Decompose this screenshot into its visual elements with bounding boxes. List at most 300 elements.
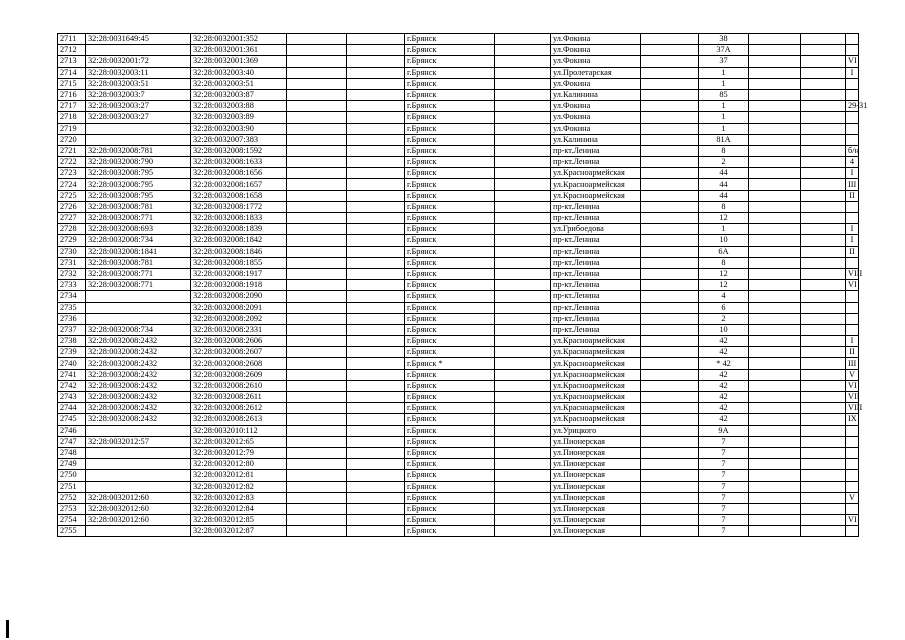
city: г.Брянск [405,302,495,313]
parent-cadastral-number: 32:28:0032003:51 [86,78,191,89]
empty-cell [801,481,846,492]
empty-cell [749,235,801,246]
empty-cell [801,291,846,302]
empty-cell [287,157,347,168]
street: пр-кт.Ленина [551,246,641,257]
parent-cadastral-number: 32:28:0032001:72 [86,56,191,67]
empty-cell [801,403,846,414]
empty-cell [801,436,846,447]
empty-cell [801,112,846,123]
empty-cell [287,257,347,268]
street: ул.Пионерская [551,515,641,526]
city: г.Брянск [405,280,495,291]
empty-cell [749,213,801,224]
empty-cell [641,358,699,369]
cadastral-number: 32:28:0032003:90 [191,123,287,134]
row-number: 2734 [58,291,86,302]
table-row [58,526,859,537]
empty-cell [347,403,405,414]
row-number: 2714 [58,67,86,78]
table-row [58,67,859,78]
empty-cell [641,492,699,503]
cadastral-number: 32:28:0032012:83 [191,492,287,503]
empty-cell [641,403,699,414]
empty-cell [347,392,405,403]
city: г.Брянск [405,481,495,492]
empty-cell [347,280,405,291]
empty-cell [801,201,846,212]
empty-cell [801,213,846,224]
premises-number: VI [846,380,859,391]
empty-cell [641,224,699,235]
empty-cell [801,503,846,514]
house-number: 7 [699,436,749,447]
empty-cell [641,112,699,123]
empty-cell [641,67,699,78]
house-number: 7 [699,515,749,526]
street: ул.Красноармейская [551,347,641,358]
parent-cadastral-number: 32:28:0032008:2432 [86,336,191,347]
empty-cell [347,358,405,369]
empty-cell [749,45,801,56]
cadastral-number: 32:28:0032008:2606 [191,336,287,347]
row-number: 2732 [58,268,86,279]
empty-cell [287,447,347,458]
house-number: 7 [699,492,749,503]
empty-cell [287,235,347,246]
empty-cell [749,157,801,168]
premises-number [846,302,859,313]
parent-cadastral-number: 32:28:0032008:2432 [86,358,191,369]
table-row [58,369,859,380]
table-row [58,324,859,335]
empty-cell [495,369,551,380]
street: пр-кт.Ленина [551,268,641,279]
city: г.Брянск [405,526,495,537]
empty-cell [347,235,405,246]
house-number: 42 [699,392,749,403]
table-row [58,179,859,190]
empty-cell [347,157,405,168]
empty-cell [749,369,801,380]
empty-cell [801,515,846,526]
parent-cadastral-number [86,470,191,481]
empty-cell [495,56,551,67]
city: г.Брянск [405,447,495,458]
empty-cell [347,101,405,112]
cadastral-number: 32:28:0032008:2613 [191,414,287,425]
city: г.Брянск [405,34,495,45]
empty-cell [495,190,551,201]
row-number: 2724 [58,179,86,190]
street: ул.Красноармейская [551,358,641,369]
empty-cell [749,470,801,481]
house-number: 2 [699,157,749,168]
premises-number [846,470,859,481]
cadastral-number: 32:28:0032003:40 [191,67,287,78]
empty-cell [801,380,846,391]
row-number: 2740 [58,358,86,369]
empty-cell [347,89,405,100]
street: пр-кт.Ленина [551,280,641,291]
empty-cell [641,369,699,380]
empty-cell [495,179,551,190]
empty-cell [641,179,699,190]
scan-margin-mark [6,620,9,638]
parent-cadastral-number [86,134,191,145]
cadastral-number: 32:28:0032008:1918 [191,280,287,291]
city: г.Брянск [405,436,495,447]
empty-cell [347,324,405,335]
street: ул.Красноармейская [551,403,641,414]
row-number: 2750 [58,470,86,481]
street: ул.Пионерская [551,492,641,503]
house-number: 38 [699,34,749,45]
city: г.Брянск [405,145,495,156]
empty-cell [495,235,551,246]
city: г.Брянск [405,291,495,302]
empty-cell [347,380,405,391]
premises-number [846,526,859,537]
table-row [58,481,859,492]
street: ул.Пионерская [551,436,641,447]
empty-cell [641,56,699,67]
cadastral-number: 32:28:0032003:89 [191,112,287,123]
row-number: 2744 [58,403,86,414]
table-row [58,459,859,470]
premises-number: V [846,369,859,380]
premises-number [846,313,859,324]
cadastral-number: 32:28:0032008:1633 [191,157,287,168]
house-number: 81А [699,134,749,145]
parent-cadastral-number: 32:28:0032008:781 [86,145,191,156]
table-row [58,34,859,45]
parent-cadastral-number: 32:28:0032008:781 [86,201,191,212]
house-number: 7 [699,470,749,481]
empty-cell [641,89,699,100]
row-number: 2752 [58,492,86,503]
parent-cadastral-number: 32:28:0032012:60 [86,515,191,526]
parent-cadastral-number: 32:28:0032008:781 [86,257,191,268]
cadastral-number: 32:28:0032001:369 [191,56,287,67]
empty-cell [801,257,846,268]
street: пр-кт.Ленина [551,235,641,246]
table-row [58,235,859,246]
empty-cell [641,436,699,447]
premises-number [846,425,859,436]
table-row [58,492,859,503]
house-number: 2 [699,313,749,324]
empty-cell [749,168,801,179]
city: г.Брянск [405,459,495,470]
cadastral-number: 32:28:0032001:361 [191,45,287,56]
house-number: 1 [699,101,749,112]
table-row [58,470,859,481]
empty-cell [495,168,551,179]
premises-number [846,201,859,212]
row-number: 2746 [58,425,86,436]
row-number: 2730 [58,246,86,257]
city: г.Брянск [405,470,495,481]
empty-cell [801,313,846,324]
row-number: 2749 [58,459,86,470]
row-number: 2727 [58,213,86,224]
empty-cell [641,145,699,156]
empty-cell [495,246,551,257]
row-number: 2723 [58,168,86,179]
empty-cell [287,425,347,436]
empty-cell [641,45,699,56]
empty-cell [495,324,551,335]
empty-cell [801,470,846,481]
premises-number [846,324,859,335]
empty-cell [495,347,551,358]
street: ул.Красноармейская [551,336,641,347]
row-number: 2712 [58,45,86,56]
street: ул.Красноармейская [551,380,641,391]
cadastral-number: 32:28:0032008:2610 [191,380,287,391]
empty-cell [495,157,551,168]
house-number: 1 [699,112,749,123]
empty-cell [287,45,347,56]
street: пр-кт.Ленина [551,324,641,335]
house-number: 1 [699,224,749,235]
street: ул.Пионерская [551,447,641,458]
empty-cell [641,246,699,257]
parent-cadastral-number: 32:28:0031649:45 [86,34,191,45]
empty-cell [347,134,405,145]
empty-cell [749,257,801,268]
empty-cell [347,336,405,347]
cadastral-number: 32:28:0032012:65 [191,436,287,447]
street: ул.Грибоедова [551,224,641,235]
table-row [58,145,859,156]
row-number: 2720 [58,134,86,145]
table-row [58,414,859,425]
premises-number [846,78,859,89]
empty-cell [495,67,551,78]
parent-cadastral-number: 32:28:0032008:734 [86,235,191,246]
row-number: 2741 [58,369,86,380]
parent-cadastral-number: 32:28:0032008:771 [86,280,191,291]
cadastral-number: 32:28:0032008:2611 [191,392,287,403]
empty-cell [749,503,801,514]
cadastral-number: 32:28:0032012:80 [191,459,287,470]
premises-number: I [846,224,859,235]
empty-cell [347,313,405,324]
parent-cadastral-number: 32:28:0032008:790 [86,157,191,168]
empty-cell [287,403,347,414]
empty-cell [347,447,405,458]
street: ул.Красноармейская [551,369,641,380]
empty-cell [347,179,405,190]
empty-cell [801,246,846,257]
city: г.Брянск [405,414,495,425]
empty-cell [287,224,347,235]
street: ул.Красноармейская [551,179,641,190]
cadastral-number: 32:28:0032003:87 [191,89,287,100]
table-row [58,347,859,358]
premises-number [846,481,859,492]
city: г.Брянск [405,213,495,224]
premises-number [846,257,859,268]
house-number: 12 [699,268,749,279]
empty-cell [287,436,347,447]
premises-number: VI [846,56,859,67]
empty-cell [749,515,801,526]
row-number: 2728 [58,224,86,235]
parent-cadastral-number: 32:28:0032008:734 [86,324,191,335]
empty-cell [347,56,405,67]
parent-cadastral-number: 32:28:0032012:60 [86,503,191,514]
premises-number: I [846,168,859,179]
empty-cell [347,526,405,537]
cadastral-number: 32:28:0032008:1772 [191,201,287,212]
empty-cell [495,45,551,56]
table-row [58,336,859,347]
empty-cell [347,257,405,268]
table-row [58,78,859,89]
empty-cell [801,392,846,403]
table-body [58,34,868,537]
empty-cell [287,470,347,481]
city: г.Брянск [405,168,495,179]
empty-cell [495,89,551,100]
city: г.Брянск [405,78,495,89]
empty-cell [495,34,551,45]
empty-cell [749,392,801,403]
table-row [58,45,859,56]
table-row [58,89,859,100]
house-number: 42 [699,414,749,425]
empty-cell [749,291,801,302]
house-number: 7 [699,526,749,537]
empty-cell [801,190,846,201]
empty-cell [801,123,846,134]
table-row [58,157,859,168]
parent-cadastral-number [86,291,191,302]
house-number: 37 [699,56,749,67]
empty-cell [287,246,347,257]
row-number: 2731 [58,257,86,268]
city: г.Брянск [405,123,495,134]
empty-cell [495,380,551,391]
empty-cell [641,313,699,324]
empty-cell [641,470,699,481]
empty-cell [749,56,801,67]
empty-cell [287,179,347,190]
empty-cell [749,134,801,145]
cadastral-number: 32:28:0032012:84 [191,503,287,514]
empty-cell [801,235,846,246]
empty-cell [801,414,846,425]
table-row [58,190,859,201]
street: пр-кт.Ленина [551,313,641,324]
table-row [58,246,859,257]
empty-cell [641,101,699,112]
street: ул.Калинина [551,89,641,100]
empty-cell [495,123,551,134]
empty-cell [287,291,347,302]
table-row [58,302,859,313]
premises-number [846,291,859,302]
empty-cell [347,515,405,526]
empty-cell [287,302,347,313]
empty-cell [495,268,551,279]
empty-cell [641,392,699,403]
empty-cell [495,280,551,291]
table-row [58,291,859,302]
parent-cadastral-number [86,313,191,324]
empty-cell [287,459,347,470]
house-number: 10 [699,324,749,335]
empty-cell [749,358,801,369]
premises-number [846,503,859,514]
empty-cell [801,224,846,235]
empty-cell [749,268,801,279]
premises-number [846,436,859,447]
street: ул.Пионерская [551,503,641,514]
street: ул.Пионерская [551,526,641,537]
empty-cell [641,268,699,279]
empty-cell [801,89,846,100]
premises-number [846,89,859,100]
row-number: 2753 [58,503,86,514]
house-number: 44 [699,190,749,201]
parent-cadastral-number: 32:28:0032008:795 [86,168,191,179]
parent-cadastral-number: 32:28:0032012:57 [86,436,191,447]
street: ул.Красноармейская [551,168,641,179]
cadastral-number: 32:28:0032010:112 [191,425,287,436]
city: г.Брянск [405,201,495,212]
empty-cell [287,168,347,179]
parent-cadastral-number: 32:28:0032008:2432 [86,403,191,414]
empty-cell [749,224,801,235]
empty-cell [287,347,347,358]
street: ул.Фокина [551,34,641,45]
table-row [58,313,859,324]
parent-cadastral-number: 32:28:0032003:27 [86,112,191,123]
house-number: 8 [699,145,749,156]
city: г.Брянск [405,235,495,246]
parent-cadastral-number: 32:28:0032008:2432 [86,392,191,403]
house-number: 4 [699,291,749,302]
street: ул.Урицкого [551,425,641,436]
empty-cell [347,123,405,134]
empty-cell [287,369,347,380]
empty-cell [495,291,551,302]
empty-cell [749,380,801,391]
table-row [58,257,859,268]
table-row [58,101,859,112]
empty-cell [287,481,347,492]
row-number: 2733 [58,280,86,291]
empty-cell [801,78,846,89]
empty-cell [749,145,801,156]
premises-number [846,34,859,45]
premises-number: II [846,190,859,201]
cadastral-number: 32:28:0032008:1842 [191,235,287,246]
row-number: 2729 [58,235,86,246]
empty-cell [495,78,551,89]
empty-cell [749,526,801,537]
cadastral-number: 32:28:0032008:1833 [191,213,287,224]
empty-cell [347,436,405,447]
empty-cell [801,302,846,313]
empty-cell [287,336,347,347]
city: г.Брянск [405,45,495,56]
house-number: 6 [699,302,749,313]
